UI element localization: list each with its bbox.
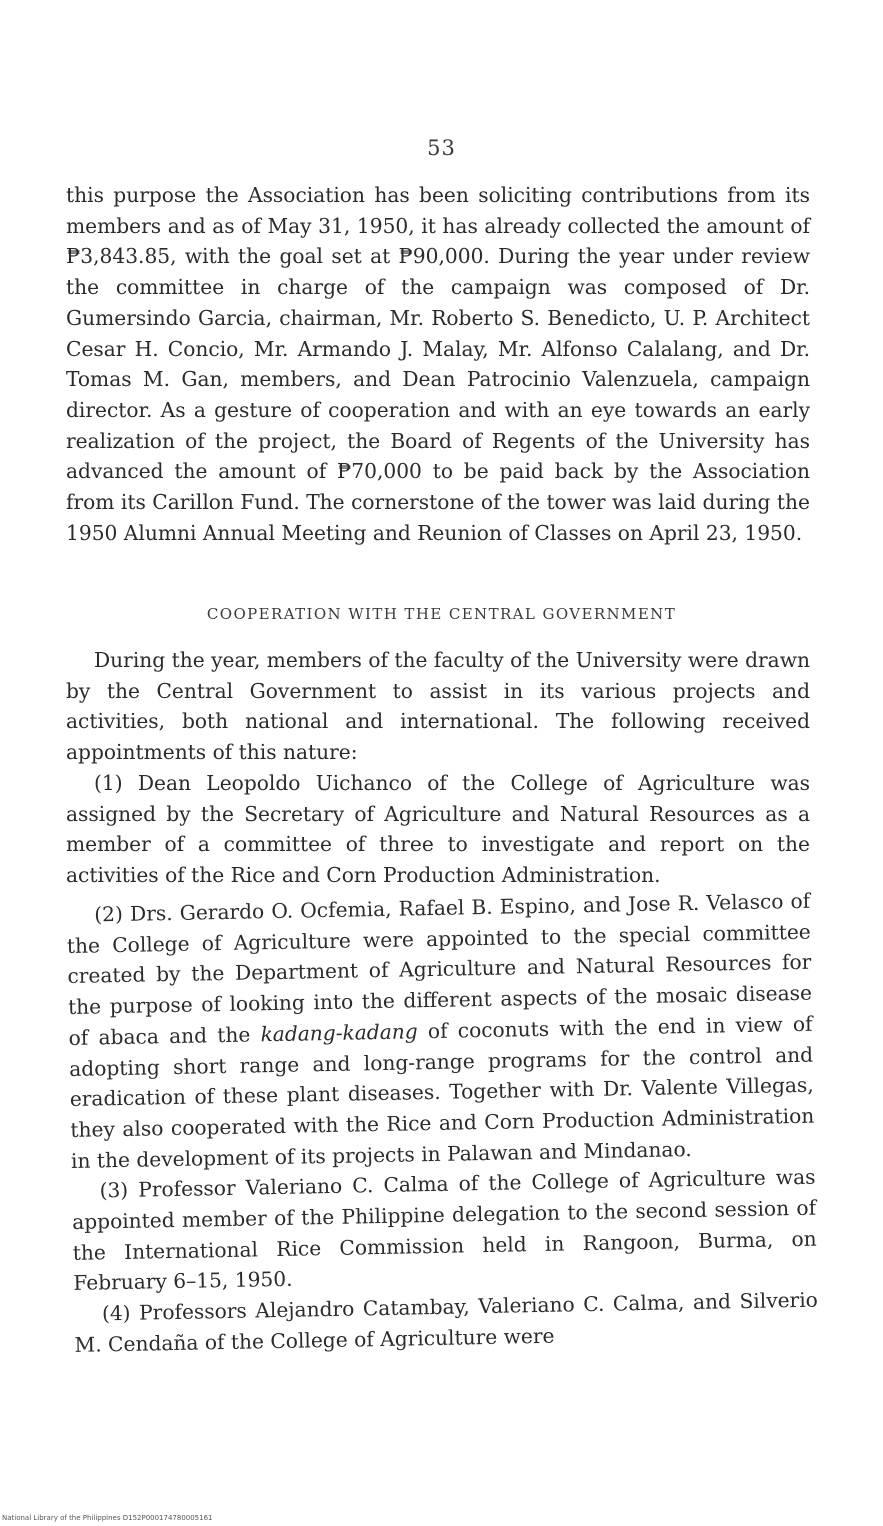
appointment-item-2 (66, 886, 815, 1177)
appointment-item-3: (3) Professor Valeriano C. Calma of the College of Agriculture was appointed member of the Philippine delegation to the second session of the International Rice Commission held in Rangoon, Burma, on February 6–15, 1950. (71, 1164, 817, 1296)
body-text-section (66, 645, 810, 891)
item-2-text-end: of coconuts with the end in view of adopting short range and long-range programs for the control and eradication of these plant diseases. Together with Dr. Valente Villegas, they also cooperated with the Rice and Corn Production Administration in the development of its projects in Palawan and Mindanao. (69, 1011, 815, 1173)
scan-source-footer: National Library of the Philippines D152P000174780005161 (2, 1514, 213, 1522)
appointment-item-1: (1) Dean Leopoldo Uichanco of the College of Agriculture was assigned by the Secretary of Agriculture and Natural Resources as a member of a committee of three to investigate and report on the activities of the Rice and Corn Production Administration. (66, 770, 810, 887)
page-number: 53 (427, 136, 456, 160)
section-heading: COOPERATION WITH THE CENTRAL GOVERNMENT (206, 605, 677, 623)
item-2-text-start: (2) Drs. Gerardo O. Ocfemia, Rafael B. Espino, and Jose R. Velasco of the College of Agriculture were appointed to the special committee created by the Department of Agriculture and Natural Resources for the purpose of looking into the different aspects of the mosaic disease of abaca and the (66, 888, 813, 1050)
body-text-items (66, 886, 819, 1361)
body-text-top (66, 180, 810, 548)
item-2-italic-term: kadang-kadang (260, 1019, 418, 1047)
carillon-paragraph: this purpose the Association has been soliciting contributions from its members and as of May 31, 1950, it has already collected the amount of ₱3,843.85, with the goal set at ₱90,000. During the year under review the committee in charge of the campaign was composed of Dr. Gumersindo Garcia, chairman, Mr. Roberto S. Benedicto, U. P. Architect Cesar H. Concio, Mr. Armando J. Malay, Mr. Alfonso Calalang, and Dr. Tomas M. Gan, members, and Dean Patrocinio Valenzuela, campaign director. As a gesture of cooperation and with an eye towards an early realization of the project, the Board of Regents of the University has advanced the amount of ₱70,000 to be paid back by the Association from its Carillon Fund. The cornerstone of the tower was laid during the 1950 Alumni Annual Meeting and Reunion of Classes on April 23, 1950. (66, 183, 810, 545)
appointment-item-4: (4) Professors Alejandro Catambay, Valeriano C. Calma, and Silverio M. Cendaña of the College of Agriculture were (74, 1287, 819, 1357)
section-intro-paragraph: During the year, members of the faculty of the University were drawn by the Central Government to assist in its various projects and activities, both national and international. The following received appointments of this nature: (66, 648, 810, 765)
